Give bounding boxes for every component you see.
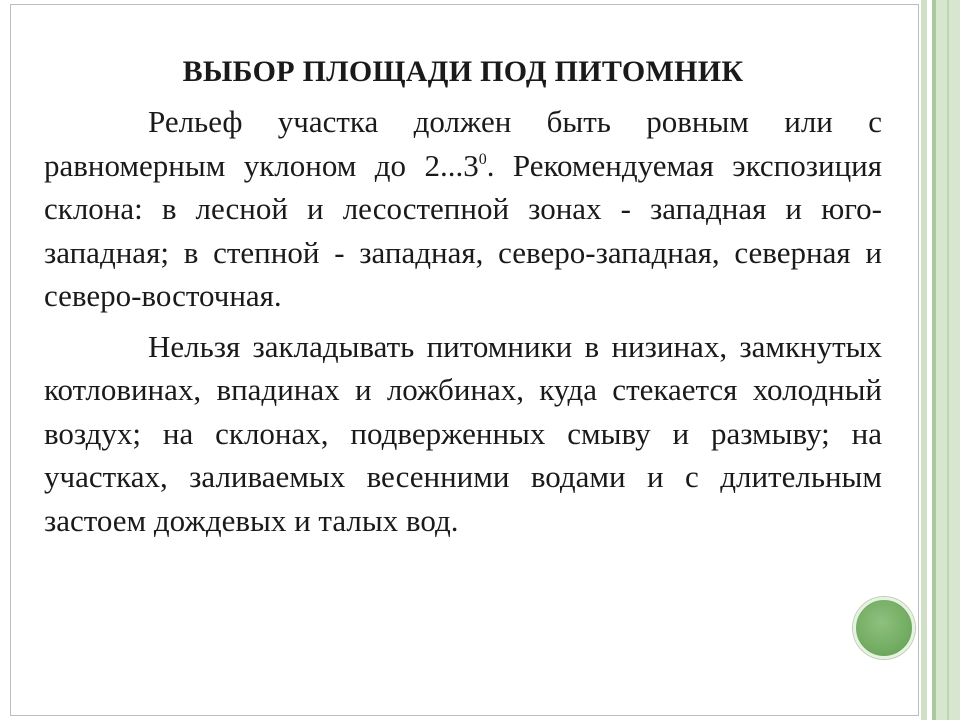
degree-superscript: 0 — [478, 150, 487, 168]
paragraph-relief-text-end: . Рекомендуемая экспозиция склона: в лесной и лесостепной зонах - западная и юго-западная; в степной - западная, северо-западная, северная и северо-восточная. — [44, 147, 883, 313]
paragraph-relief — [44, 100, 882, 318]
paragraph-relief-text-start: Рельеф участка должен быть ровным или с равномерным уклоном до 2...3 — [44, 104, 882, 183]
paragraph-restrictions: Нельзя закладывать питомники в низинах, замкнутых котловинах, впадинах и ложбинах, куда стекается холодный воздух; на склонах, подверженных смыву и размыву; на участках, заливаемых весенними водами и с длительным застоем дождевых и талых вод. — [44, 328, 882, 538]
decorative-stripe — [947, 0, 949, 720]
slide-content — [44, 44, 882, 542]
decorative-stripe — [921, 0, 927, 720]
green-circle-decoration — [853, 597, 915, 659]
slide-title: ВЫБОР ПЛОЩАДИ ПОД ПИТОМНИК — [182, 55, 744, 88]
